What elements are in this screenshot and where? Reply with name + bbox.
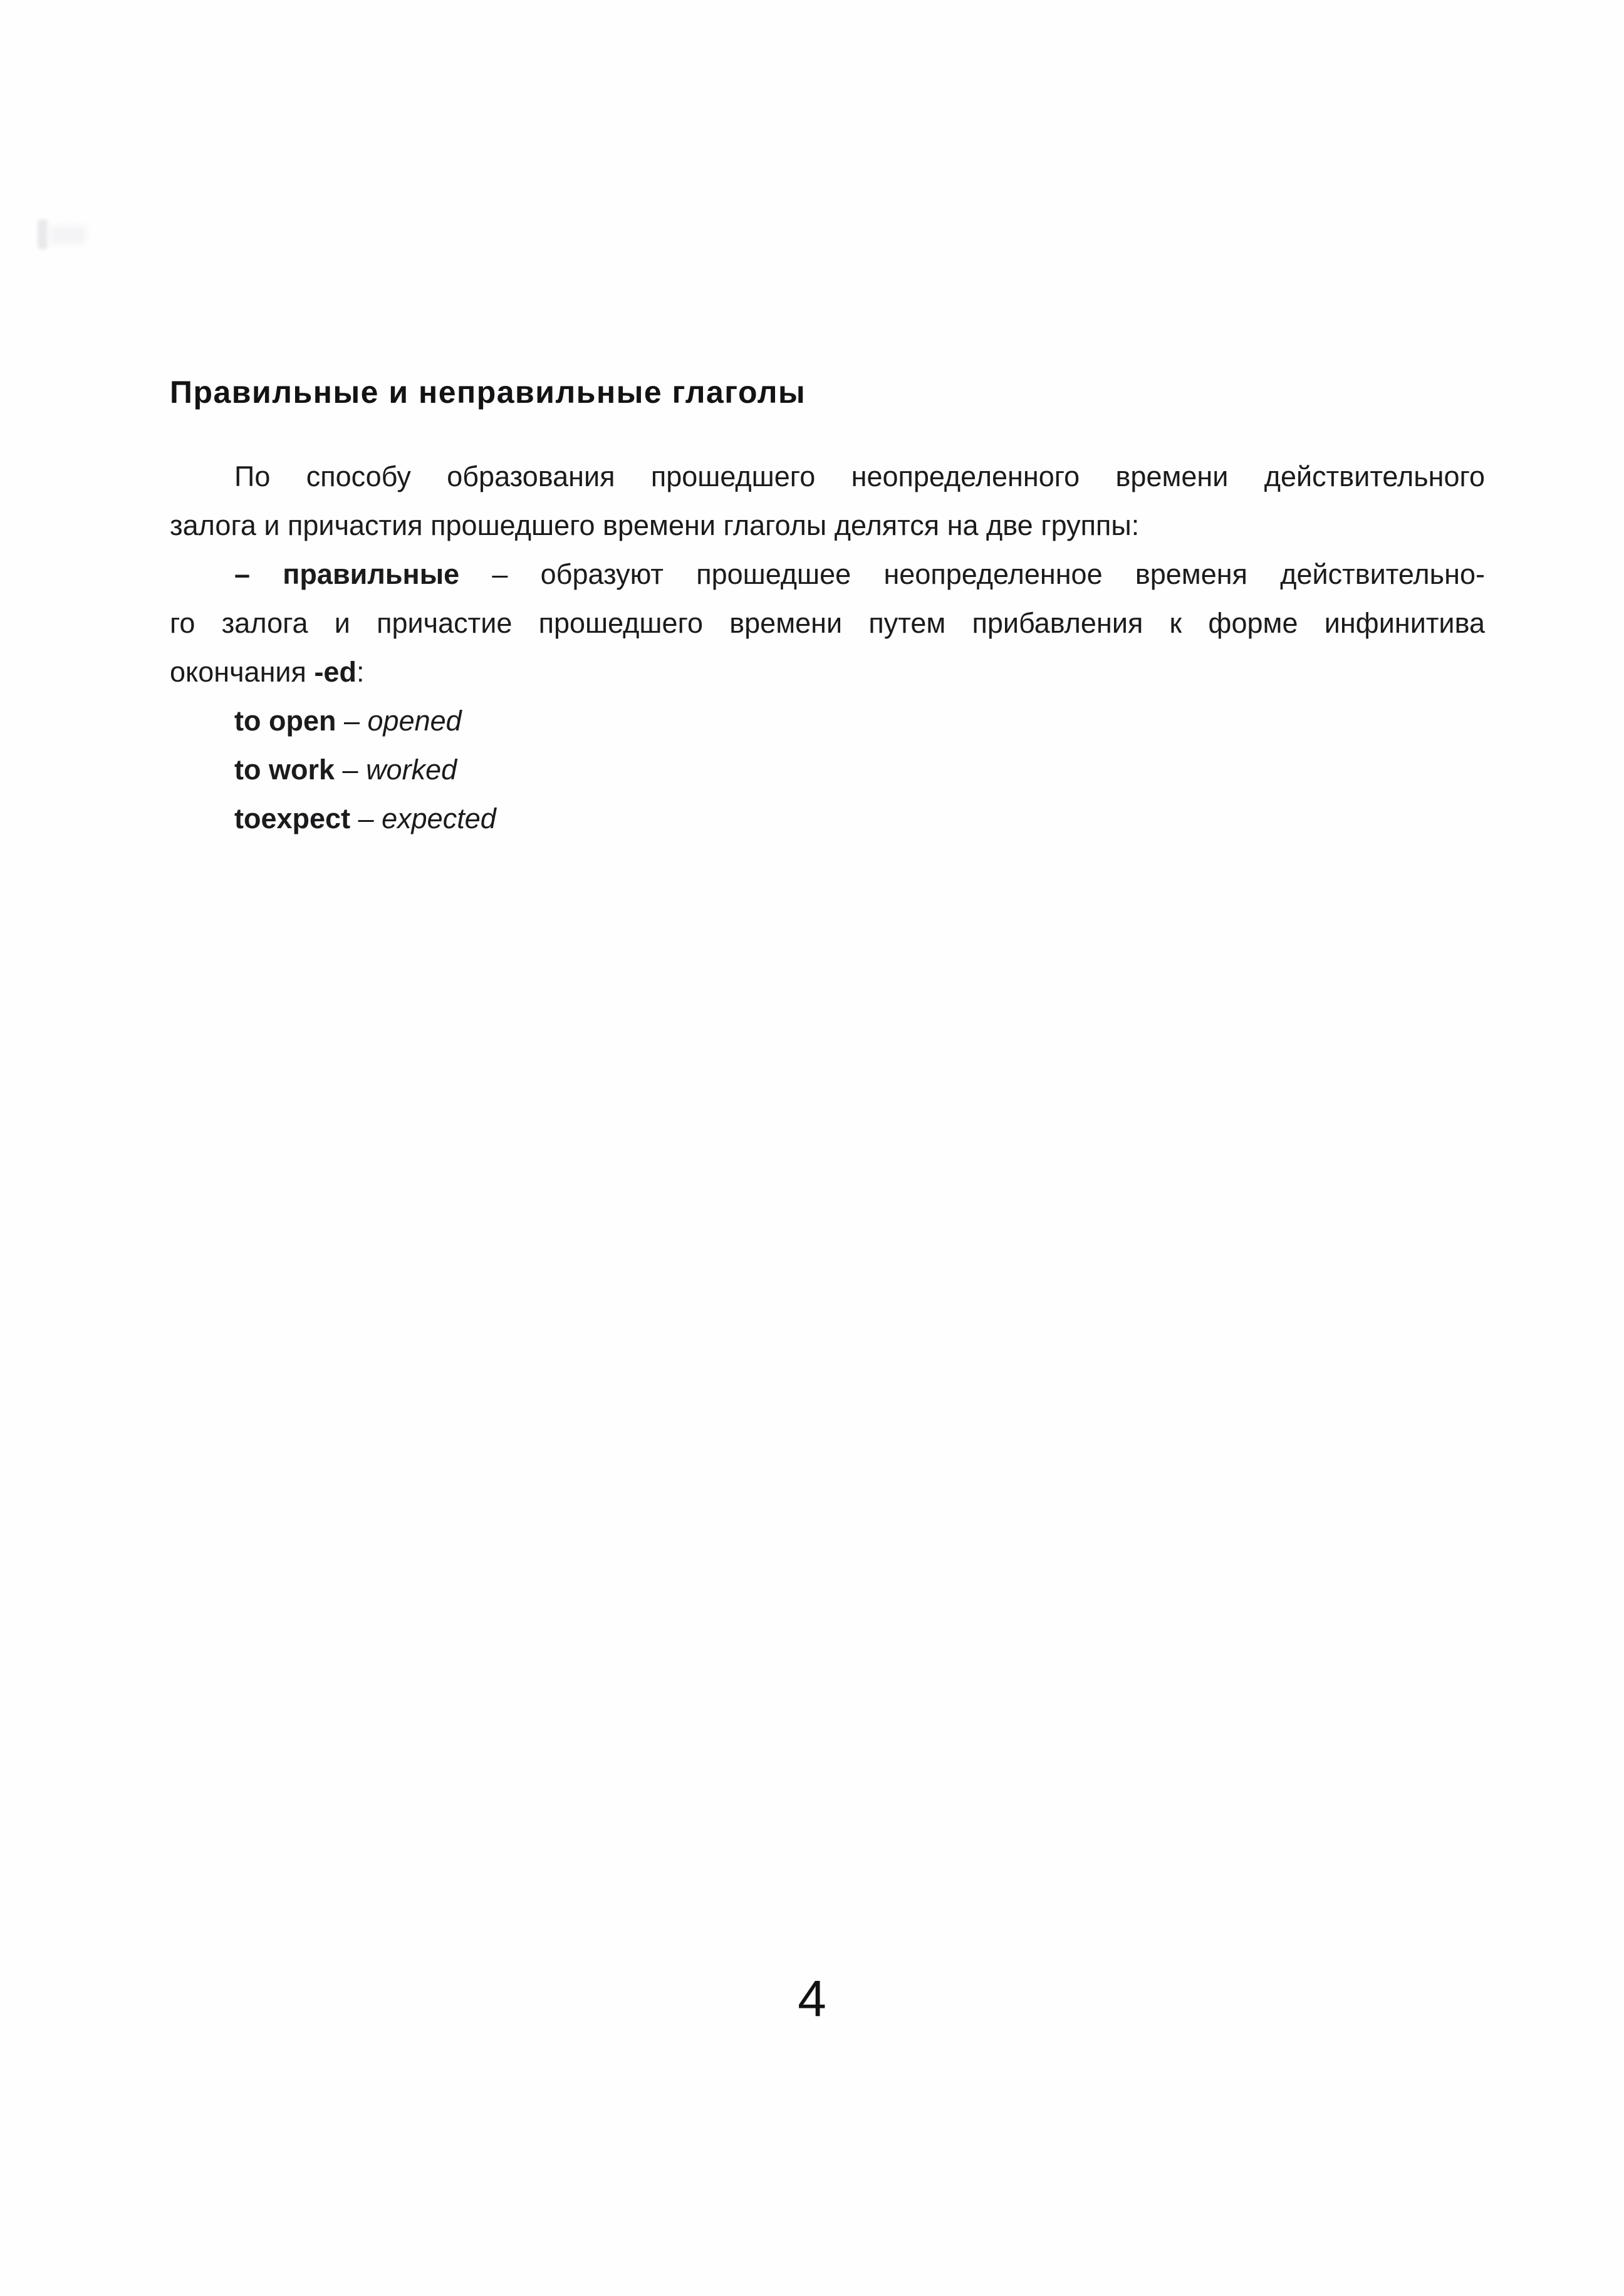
paragraph-text: :	[356, 656, 365, 688]
verb-past-form: opened	[367, 705, 462, 737]
paragraph-line	[170, 501, 1485, 550]
scan-smudge-artifact	[49, 226, 86, 244]
dash-separator: –	[335, 754, 367, 786]
paragraph-line	[170, 550, 1485, 599]
paragraph-line	[170, 648, 1485, 697]
verb-infinitive: toexpect	[234, 803, 351, 834]
dash-separator: –	[350, 803, 382, 834]
verb-example-line	[170, 697, 1485, 745]
verb-past-form: worked	[366, 754, 457, 786]
paragraph-text: окончания	[170, 656, 315, 688]
verb-past-form: expected	[382, 803, 496, 834]
dash-separator: –	[336, 705, 368, 737]
page-title: Правильные и неправильные глаголы	[170, 375, 806, 410]
text-block	[170, 374, 1485, 843]
paragraph-text: го залога и причастие прошедшего времени путем прибавления к форме инфинитива	[170, 607, 1485, 639]
page-number: 4	[798, 1970, 826, 2027]
paragraph-line	[170, 599, 1485, 648]
paragraph-line	[170, 452, 1485, 501]
paragraph-text: – образуют прошедшее неопределенное временя действительно-	[459, 558, 1485, 590]
paragraph-text: По способу образования прошедшего неопределенного времени действительного	[234, 460, 1485, 492]
verb-example-line	[170, 794, 1485, 843]
paragraph-text: залога и причастия прошедшего времени глаголы делятся на две группы:	[170, 509, 1140, 541]
verb-infinitive: to open	[234, 705, 336, 737]
verb-example-line	[170, 745, 1485, 794]
verb-infinitive: to work	[234, 754, 335, 786]
suffix-ed: -ed	[314, 656, 357, 688]
term-regular-verbs: – правильные	[234, 558, 460, 590]
scan-smudge-artifact	[38, 219, 48, 249]
